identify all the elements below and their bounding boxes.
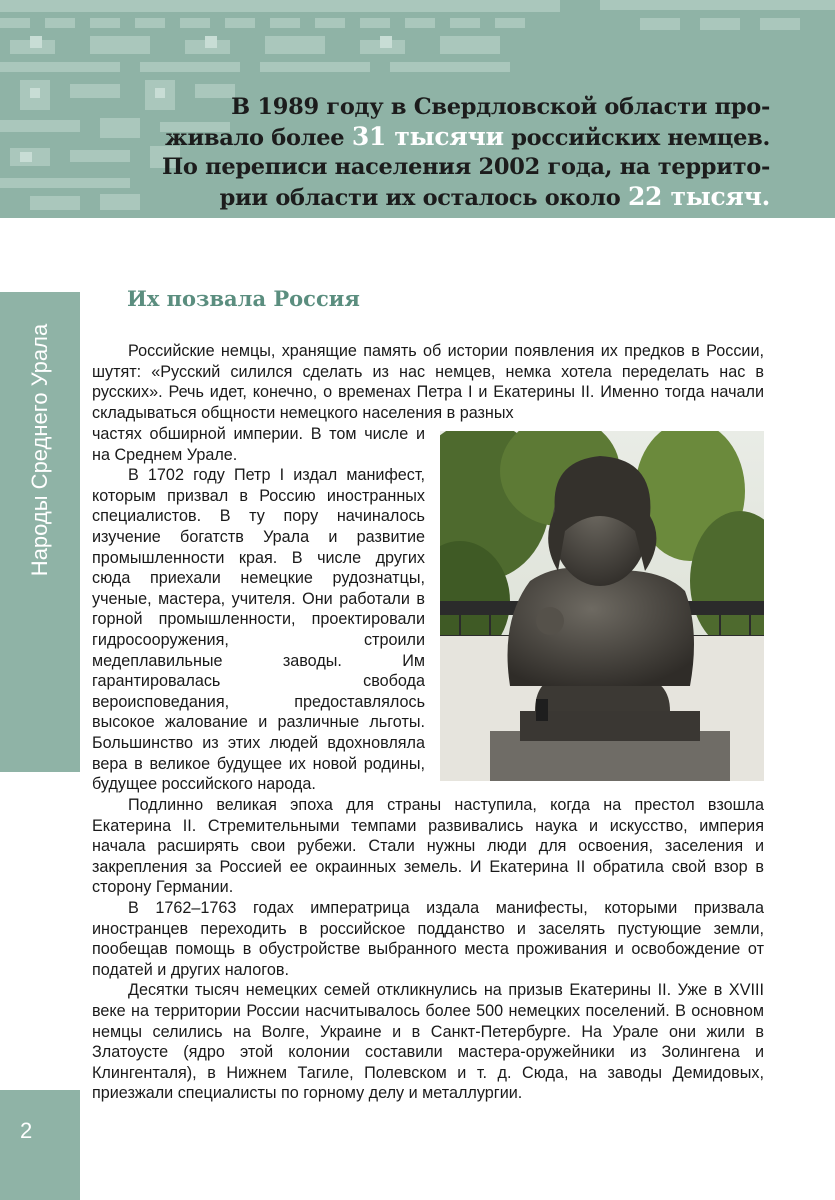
header-line-2 <box>150 122 770 153</box>
paragraph-catherine: Подлинно великая эпоха для страны наступила, когда на престол взошла Екатерина II. Стремительными темпами развивались наука и искусство, империя начала расширять свои рубежи. Стали нужны люди для освоения, заселения и закрепления за Россией ее окраинных земель. И Екатерина II обратила свой взор в сторону Германии. <box>92 796 764 897</box>
header-banner <box>0 0 835 218</box>
header-line-3: По переписи населения 2002 года, на террито- <box>161 154 770 180</box>
paragraph-settlements: Десятки тысяч немецких семей откликнулись на призыв Екатерины II. Уже в XVIII веке на территории России насчитывалось более 500 немецких поселений. В основном немцы селились на Волге, Украине и в Санкт-Петербурге. На Урале они жили в Златоусте (ядро этой колонии составили мастера-оружейники из Золингена и Клингенталя), в Нижнем Тагиле, Полевском и т. д. Сюда, на заводы Демидовых, приезжали специалисты по горному делу и металлургии. <box>92 981 764 1103</box>
header-line-1: В 1989 году в Свердловской области про- <box>231 94 770 120</box>
intro-paragraph: Российские немцы, хранящие память об истории появления их предков в России, шутят: «Русский силился сделать из нас немцев, немка хотела переделать нас в русских». Речь идет, конечно, о временах Петра I и Екатерины II. Именно тогда начали складываться общности немецкого населения в разных <box>92 342 764 422</box>
paragraph-manifestos: В 1762–1763 годах императрица издала манифесты, которыми призвала иностранцев переходить в российское подданство и заселять пустующие земли, пообещав помощь в обустройстве выбранного места проживания и освобождение от податей и других налогов. <box>92 898 764 979</box>
header-line-2-start: живало более <box>165 125 352 151</box>
section-title-vertical: Народы Среднего Урала <box>27 323 52 577</box>
highlight-31-thousand: 31 тысячи <box>351 122 504 151</box>
article-continuation <box>92 795 764 1104</box>
header-line-4-start: рии области их осталось около <box>219 185 628 211</box>
header-line-4 <box>150 182 770 213</box>
intro-continuation: частях обширной империи. В том числе и на Среднем Урале. <box>92 425 425 464</box>
article-title: Их позвала Россия <box>127 286 360 311</box>
paragraph-peter: В 1702 году Петр I издал манифест, которым призвал в Россию иностранных специалистов. В ту пору начиналось изучение богатств Урала и развитие промышленности края. В числе других сюда приехали немецкие рудознатцы, ученые, мастера, учителя. Они работали в горной промышленности, проектировали гидросооружения, строили медеплавильные заводы. Им гарантировалась свобода вероисповедания, предоставлялось высокое жалование и различные льготы. Большинство из этих людей вдохновляла вера в великое будущее их новой родины, будущее российского народа. <box>92 466 425 794</box>
page-number: 2 <box>20 1118 33 1143</box>
header-line-2-end: российских немцев. <box>503 125 770 151</box>
article-intro <box>92 341 764 423</box>
highlight-22-thousand: 22 тысяч. <box>627 182 770 211</box>
bust-photo <box>440 431 764 781</box>
page-number-tab <box>0 1090 80 1200</box>
header-fact <box>150 93 770 213</box>
article-column <box>92 424 425 795</box>
